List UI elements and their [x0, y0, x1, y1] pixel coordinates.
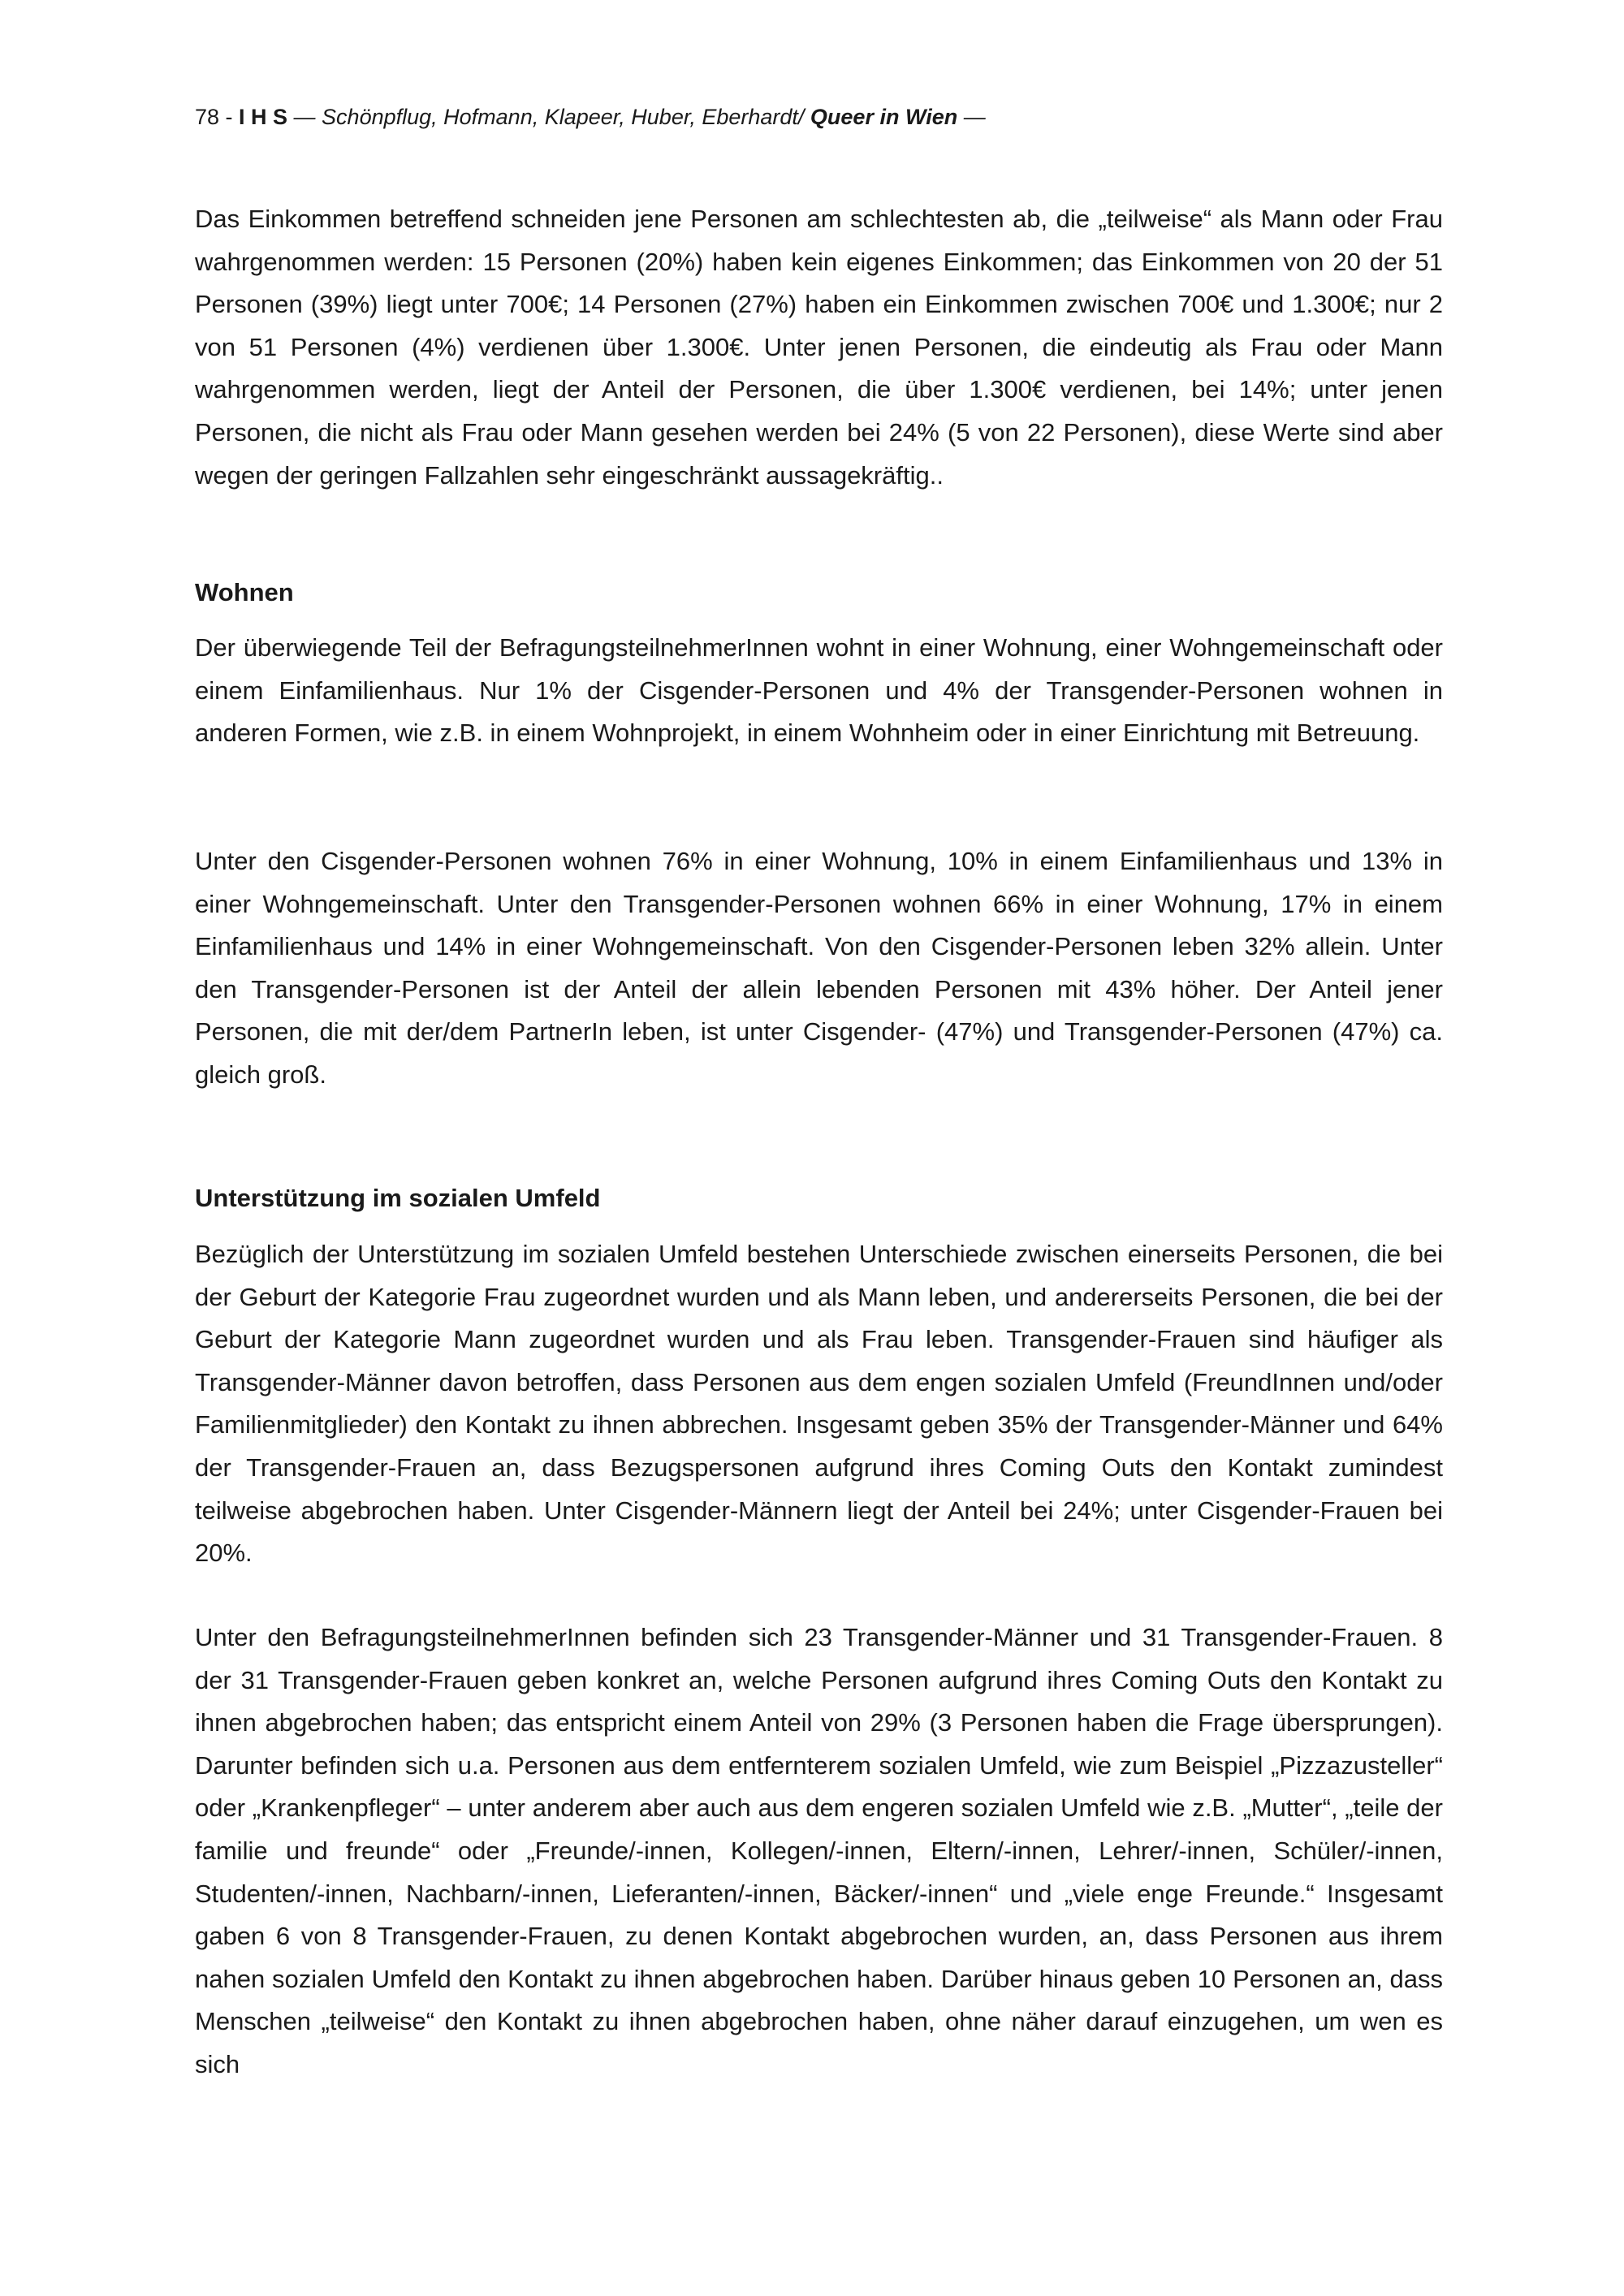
paragraph-wohnen-2: Unter den Cisgender-Personen wohnen 76% in einer Wohnung, 10% in einem Einfamilienhaus und 13% in einer Wohngemeinschaft. Unter den Transgender-Personen wohnen 66% in einer Wohnung, 17% in einem Einfamilienhaus und 14% in einer Wohngemeinschaft. Von den Cisgender-Personen leben 32% allein. Unter den Transgender-Personen ist der Anteil der allein lebenden Personen mit 43% höher. Der Anteil jener Personen, die mit der/dem PartnerIn leben, ist unter Cisgender- (47%) und Transgender-Personen (47%) ca. gleich groß.	[195, 847, 1443, 1089]
header-institute: I H S	[239, 105, 288, 129]
paragraph-support-1: Bezüglich der Unterstützung im sozialen Umfeld bestehen Unterschiede zwischen einerseits Personen, die bei der Geburt der Kategorie Frau zugeordnet wurden und als Mann leben, und andererseits Personen, die bei der Geburt der Kategorie Mann zugeordnet wurden und als Frau leben. Transgender-Frauen sind häufiger als Transgender-Männer davon betroffen, dass Personen aus dem engen sozialen Umfeld (FreundInnen und/oder Familienmitglieder) den Kontakt zu ihnen abbrechen. Insgesamt geben 35% der Transgender-Männer und 64% der Transgender-Frauen an, dass Bezugspersonen aufgrund ihres Coming Outs den Kontakt zumindest teilweise abgebrochen haben. Unter Cisgender-Männern liegt der Anteil bei 24%; unter Cisgender-Frauen bei 20%.	[195, 1240, 1443, 1568]
paragraph-income: Das Einkommen betreffend schneiden jene Personen am schlechtesten ab, die „teilweise“ als Mann oder Frau wahrgenommen werden: 15 Personen (20%) haben kein eigenes Einkommen; das Einkommen von 20 der 51 Personen (39%) liegt unter 700€; 14 Personen (27%) haben ein Einkommen zwischen 700€ und 1.300€; nur 2 von 51 Personen (4%) verdienen über 1.300€. Unter jenen Personen, die eindeutig als Frau oder Mann wahrgenommen werden, liegt der Anteil der Personen, die über 1.300€ verdienen, bei 14%; unter jenen Personen, die nicht als Frau oder Mann gesehen werden bei 24% (5 von 22 Personen), diese Werte sind aber wegen der geringen Fallzahlen sehr eingeschränkt aussagekräftig..	[195, 205, 1443, 490]
running-header	[195, 102, 986, 132]
paragraph-support-2: Unter den BefragungsteilnehmerInnen befinden sich 23 Transgender-Männer und 31 Transgender-Frauen. 8 der 31 Transgender-Frauen geben konkret an, welche Personen aufgrund ihres Coming Outs den Kontakt zu ihnen abgebrochen haben; das entspricht einem Anteil von 29% (3 Personen haben die Frage übersprungen). Darunter befinden sich u.a. Personen aus dem entfernterem sozialen Umfeld, wie zum Beispiel „Pizzazusteller“ oder „Krankenpfleger“ – unter anderem aber auch aus dem engeren sozialen Umfeld wie z.B. „Mutter“, „teile der familie und freunde“ oder „Freunde/-innen, Kollegen/-innen, Eltern/-innen, Lehrer/-innen, Schüler/-innen, Studenten/-innen, Nachbarn/-innen, Lieferanten/-innen, Bäcker/-innen“ und „viele enge Freunde.“ Insgesamt gaben 6 von 8 Transgender-Frauen, zu denen Kontakt abgebrochen wurden, an, dass Personen aus ihrem nahen sozialen Umfeld den Kontakt zu ihnen abgebrochen haben. Darüber hinaus geben 10 Personen an, dass Menschen „teilweise“ den Kontakt zu ihnen abgebrochen haben, ohne näher darauf einzugehen, um wen es sich	[195, 1623, 1443, 2078]
header-page-number: 78 -	[195, 105, 240, 129]
section-heading-support: Unterstützung im sozialen Umfeld	[195, 1184, 601, 1212]
section-heading-wohnen: Wohnen	[195, 578, 294, 606]
paragraph-wohnen-1: Der überwiegende Teil der BefragungsteilnehmerInnen wohnt in einer Wohnung, einer Wohngemeinschaft oder einem Einfamilienhaus. Nur 1% der Cisgender-Personen und 4% der Transgender-Personen wohnen in anderen Formen, wie z.B. in einem Wohnprojekt, in einem Wohnheim oder in einer Einrichtung mit Betreuung.	[195, 633, 1443, 748]
header-title: Queer in Wien	[810, 105, 958, 129]
header-trailing-dash: —	[957, 105, 986, 129]
header-authors: — Schönpflug, Hofmann, Klapeer, Huber, Eberhardt/	[287, 105, 810, 129]
